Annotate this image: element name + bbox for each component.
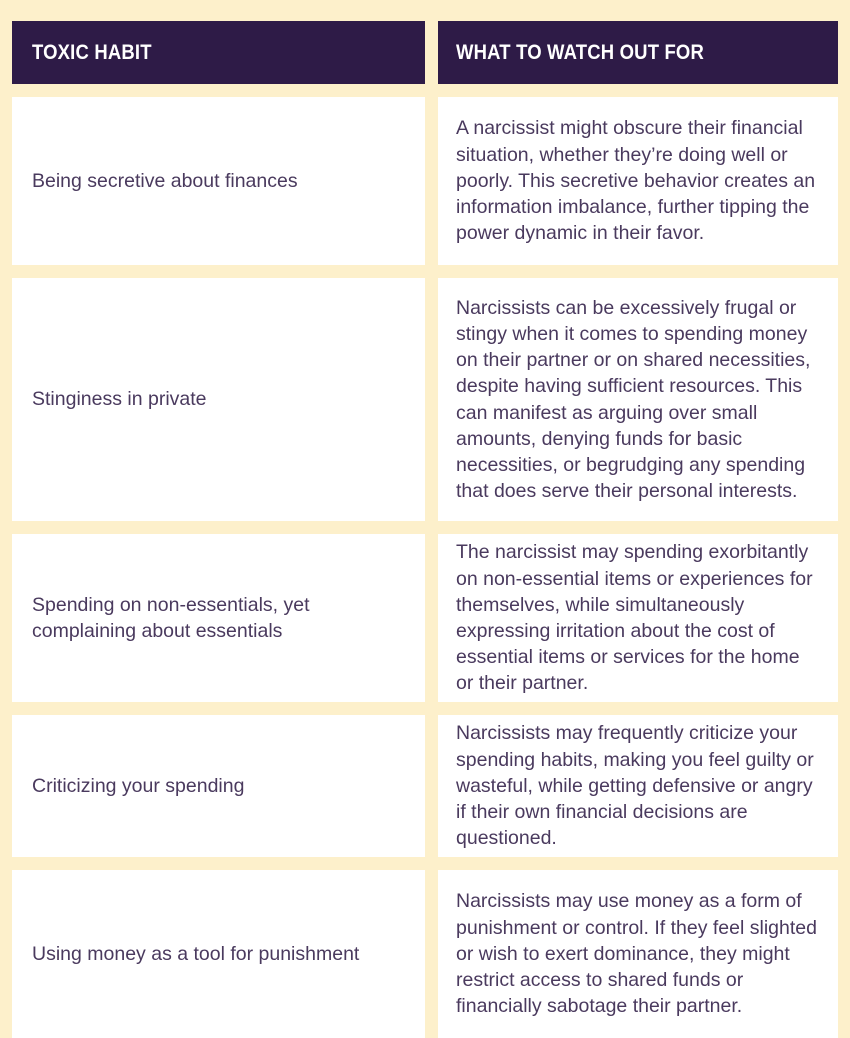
watch-description: A narcissist might obscure their financial situation, whether they’re doing well or poorly. This secretive behavior creates an information imbalance, further tipping the power dynamic in their favor. — [456, 117, 816, 245]
watch-cell — [438, 278, 838, 521]
habit-cell — [12, 534, 425, 702]
watch-cell — [438, 870, 838, 1038]
habit-cell — [12, 97, 425, 265]
watch-description: Narcissists can be excessively frugal or stingy when it comes to spending money on their partner or on shared necessities, despite having sufficient resources. This can manifest as arguing over small amounts, denying funds for basic necessities, or begrudging any spending that does serve their personal interests. — [456, 296, 811, 503]
column-header-what-to-watch-out-for-label: WHAT TO WATCH OUT FOR — [456, 40, 705, 64]
table-header-row — [12, 21, 838, 84]
table-row — [12, 870, 838, 1038]
habit-cell — [12, 278, 425, 521]
habit-label: Being secretive about finances — [32, 169, 298, 192]
column-header-toxic-habit — [12, 21, 425, 84]
habit-label: Criticizing your spending — [32, 774, 245, 797]
watch-description: Narcissists may use money as a form of punishment or control. If they feel slighted or wish to exert dominance, they might restrict access to shared funds or financially sabotage their partner. — [456, 890, 817, 1018]
table-row — [12, 534, 838, 702]
watch-description: Narcissists may frequently criticize your spending habits, making you feel guilty or wasteful, while getting defensive or angry if their own financial decisions are questioned. — [456, 722, 814, 850]
watch-cell — [438, 534, 838, 702]
column-header-what-to-watch-out-for — [438, 21, 838, 84]
habit-label: Using money as a tool for punishment — [32, 942, 360, 965]
watch-description: The narcissist may spending exorbitantly on non-essential items or experiences for themselves, while simultaneously expressing irritation about the cost of essential items or services for the home or their partner. — [456, 541, 813, 695]
habit-label: Stinginess in private — [32, 388, 207, 411]
habit-cell — [12, 870, 425, 1038]
table-row — [12, 278, 838, 521]
watch-cell — [438, 97, 838, 265]
habit-label: Spending on non-essentials, yet complaining about essentials — [32, 593, 310, 642]
watch-cell — [438, 715, 838, 857]
toxic-habits-table — [12, 21, 838, 1018]
table-row — [12, 715, 838, 857]
column-header-toxic-habit-label: TOXIC HABIT — [32, 40, 152, 64]
table-row — [12, 97, 838, 265]
habit-cell — [12, 715, 425, 857]
